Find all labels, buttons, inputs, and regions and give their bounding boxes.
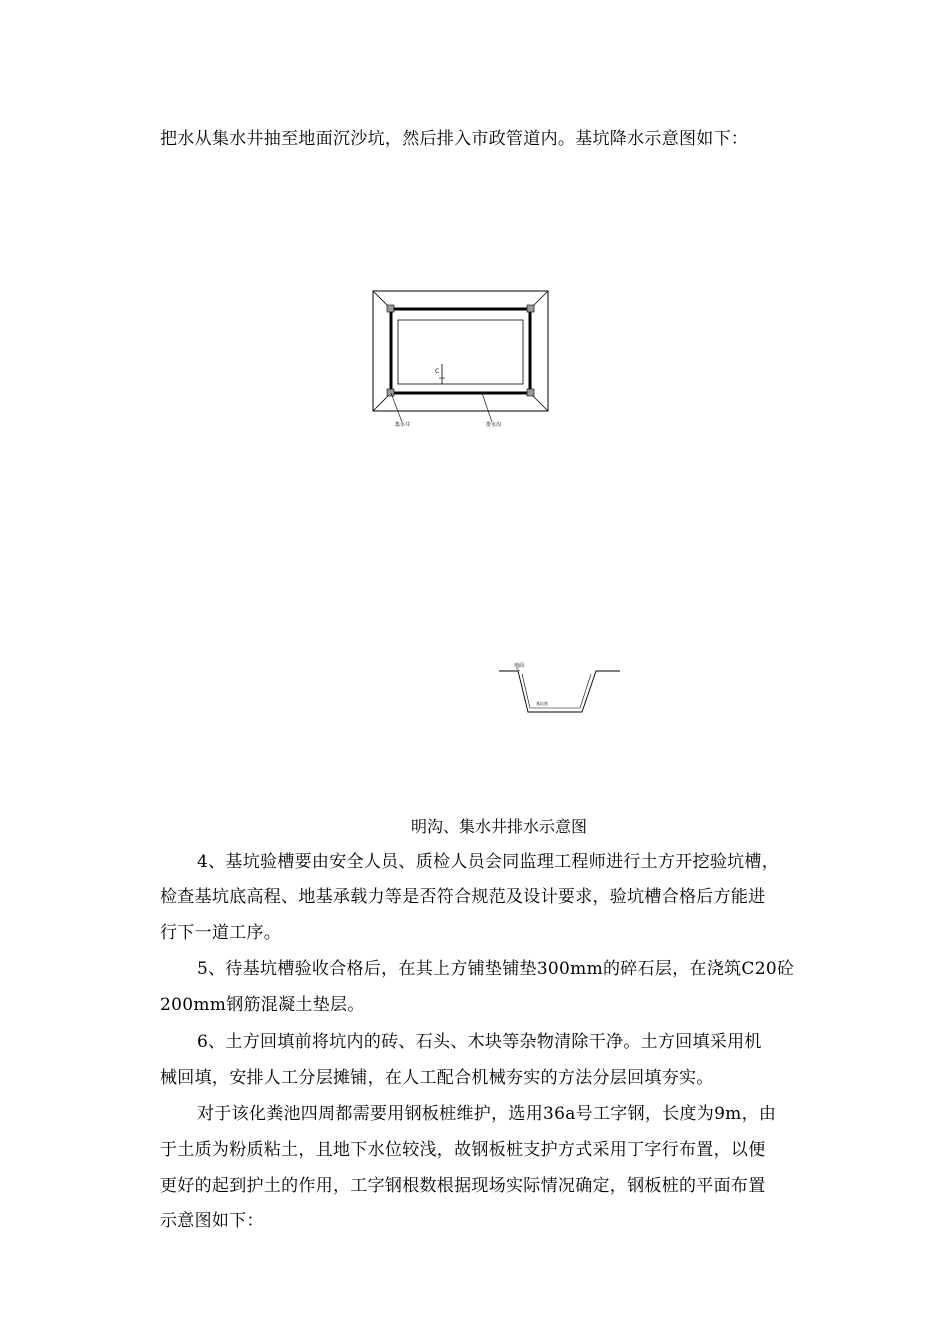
figure-caption: 明沟、集水井排水示意图	[410, 817, 587, 836]
ditch-section-diagram	[496, 660, 624, 720]
paragraph-4-line-1: 4、基坑验槽要由安全人员、质检人员会同监理工程师进行土方开挖验坑槽，	[197, 852, 780, 872]
paragraph-7-line-2: 于土质为粉质粘土，且地下水位较浅，故钢板桩支护方式采用丁字行布置，以便	[160, 1140, 766, 1160]
sump-tl	[387, 305, 394, 312]
paragraph-5-line-1: 5、待基坑槽验收合格后，在其上方铺垫铺垫300mm的碎石层，在浇筑C20砼	[197, 959, 795, 979]
sump-tr	[527, 305, 534, 312]
pit-bottom-ditch	[391, 309, 530, 393]
section-label-bottom: 基坑底	[536, 701, 548, 706]
sump-bl	[387, 389, 394, 396]
section-inner-profile	[522, 674, 591, 708]
sump-br	[527, 389, 534, 396]
paragraph-7-line-3: 更好的起到护土的作用，工字钢根数根据现场实际情况确定，钢板桩的平面布置	[160, 1176, 766, 1196]
leader-line-sump	[391, 393, 402, 422]
inner-structure	[398, 320, 523, 384]
dimension-marker-label: C	[435, 368, 440, 375]
intro-paragraph: 把水从集水井抽至地面沉沙坑，然后排入市政管道内。基坑降水示意图如下：	[160, 129, 749, 149]
paragraph-6-line-1: 6、土方回填前将坑内的砖、石头、木块等杂物清除干净。土方回填采用机	[197, 1032, 762, 1052]
paragraph-6-line-2: 械回填，安排人工分层摊铺，在人工配合机械夯实的方法分层回填夯实。	[160, 1068, 714, 1088]
dewatering-plan-diagram	[370, 288, 555, 428]
paragraph-7-line-1: 对于该化粪池四周都需要用钢板桩维护，选用36a号工字钢，长度为9m，由	[197, 1104, 777, 1124]
paragraph-5-line-2: 200mm钢筋混凝土垫层。	[160, 995, 365, 1015]
paragraph-4-line-3: 行下一道工序。	[160, 923, 282, 943]
paragraph-4-line-2: 检查基坑底高程、地基承载力等是否符合规范及设计要求，验坑槽合格后方能进	[160, 887, 766, 907]
section-label-ground: 地面	[514, 663, 525, 669]
label-ditch: 排水沟	[486, 422, 502, 428]
section-ground-profile	[499, 671, 620, 712]
leader-line-ditch	[482, 393, 492, 422]
label-sump: 集水井	[395, 422, 411, 428]
paragraph-7-line-4: 示意图如下：	[160, 1211, 264, 1231]
